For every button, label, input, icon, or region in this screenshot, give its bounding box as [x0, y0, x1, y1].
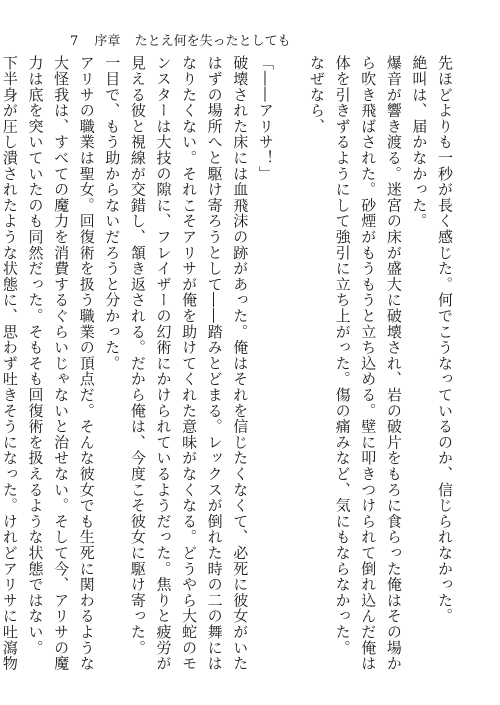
page-number: 7 [70, 34, 79, 49]
chapter-title: 序章 [94, 34, 121, 49]
dialogue-line: 「――アリサ！」 [256, 55, 275, 182]
running-header [70, 30, 291, 49]
paragraph: 一目で、もう助からないだろうと分かった。 [103, 55, 122, 371]
paragraph: 爆音が響き渡る。迷宮の床が盛大に破壊され、岩の破片をもろに食らった俺はその場から吹き飛ばされた。砂煙がもうもうと立ち込める。壁に叩きつけられて倒れ込んだ俺は体を引きずるようにして強引に立ち上がった。傷の痛みなど、気にもならなかった。 [333, 55, 403, 672]
paragraph: なぜなら、 [308, 55, 327, 134]
paragraph-spacer [278, 55, 304, 680]
paragraph: アリサの職業は聖女。回復術を扱う職業の頂点だ。そんな彼女でも生死に関わるような大怪我は、すべての魔力を消費するぐらいじゃないと治せない。そして今、アリサの魔力は底を突いていたのも同然だった。そもそも回復術を扱えるような状態ではない。 [26, 55, 96, 672]
paragraph: 絶叫は、届かなかった。 [410, 55, 429, 229]
chapter-subtitle: たとえ何を失ったとしても [134, 34, 291, 49]
paragraph: 先ほどよりも一秒が長く感じた。何でこうなっているのか、信じられなかった。 [436, 55, 454, 624]
paragraph: 下半身が圧し潰されたような状態に、思わず吐きそうになった。けれどアリサに吐瀉物 [0, 55, 19, 672]
vertical-body-text [0, 55, 457, 680]
paragraph: 破壊された床には血飛沫の跡があった。俺はそれを信じたくなくて、必死に彼女がいたはずの場所へと駆け寄ろうとして――踏みとどまる。レックスが倒れた時の二の舞にはなりたくない。それこそアリサが俺を助けてくれた意味がなくなる。どうやら大蛇のモンスターは大技の隙に、フレイザーの幻術にかけられているようだった。焦りと疲労が見える彼と視線が交錯し、頷き返される。だから俺は、今度こそ彼女に駆け寄った。 [128, 55, 250, 672]
